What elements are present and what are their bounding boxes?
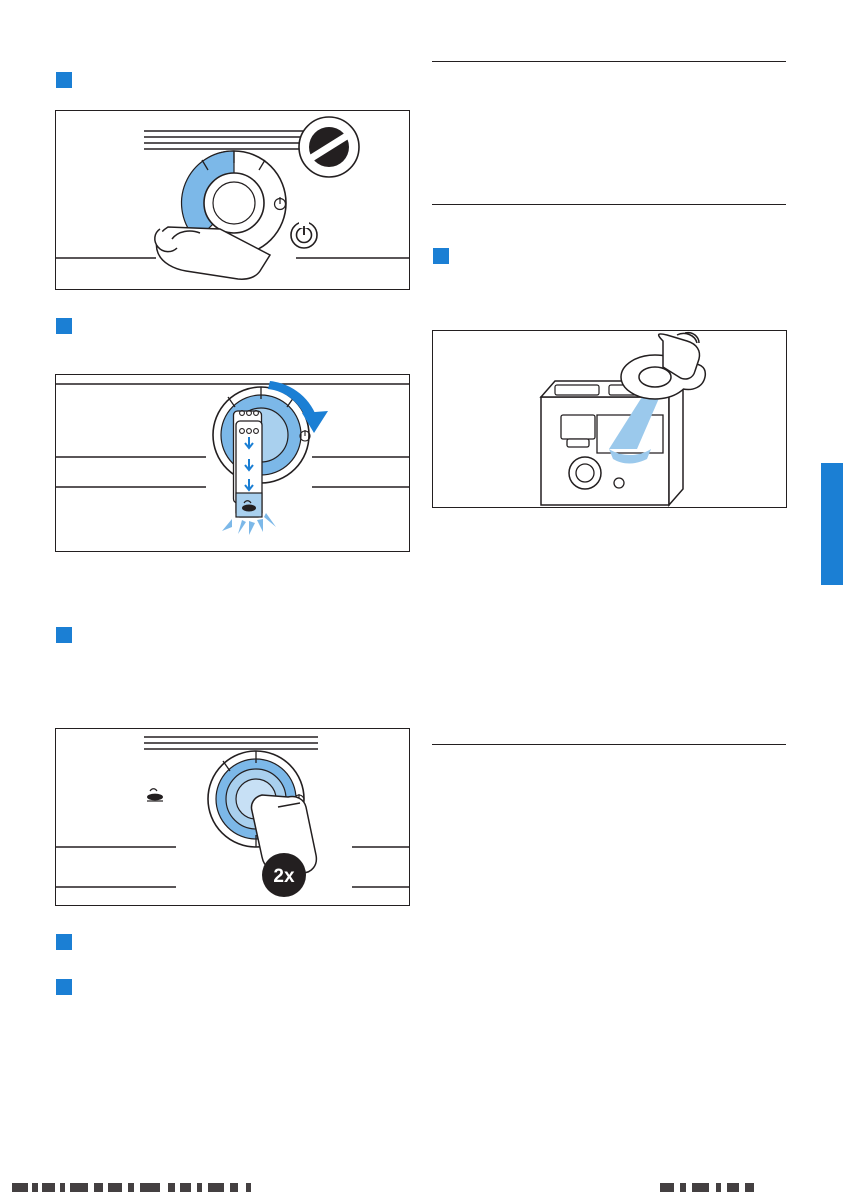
figure-fill-water-tank bbox=[432, 330, 787, 508]
no-entry-badge bbox=[299, 117, 359, 177]
bullet-step-5 bbox=[56, 979, 72, 995]
rule-lower bbox=[432, 744, 786, 745]
bullet-step-1 bbox=[56, 72, 72, 88]
bullet-step-r1 bbox=[433, 248, 449, 264]
power-icon-large bbox=[291, 221, 317, 248]
bullet-step-2 bbox=[56, 318, 72, 334]
rule-middle bbox=[432, 204, 786, 205]
figure-rotate-dial-to-steam bbox=[55, 374, 410, 552]
figure-press-dial-twice bbox=[55, 728, 410, 906]
footer-strip bbox=[0, 1178, 843, 1192]
coffee-icon bbox=[147, 789, 163, 801]
rule-top bbox=[432, 61, 786, 62]
badge-double-press-label: 2x bbox=[273, 866, 295, 887]
badge-double-press bbox=[262, 853, 306, 897]
bullet-step-4 bbox=[56, 934, 72, 950]
figure-turn-dial-off bbox=[55, 110, 410, 290]
page-edge-tab bbox=[821, 463, 843, 585]
bullet-step-3 bbox=[56, 627, 72, 643]
